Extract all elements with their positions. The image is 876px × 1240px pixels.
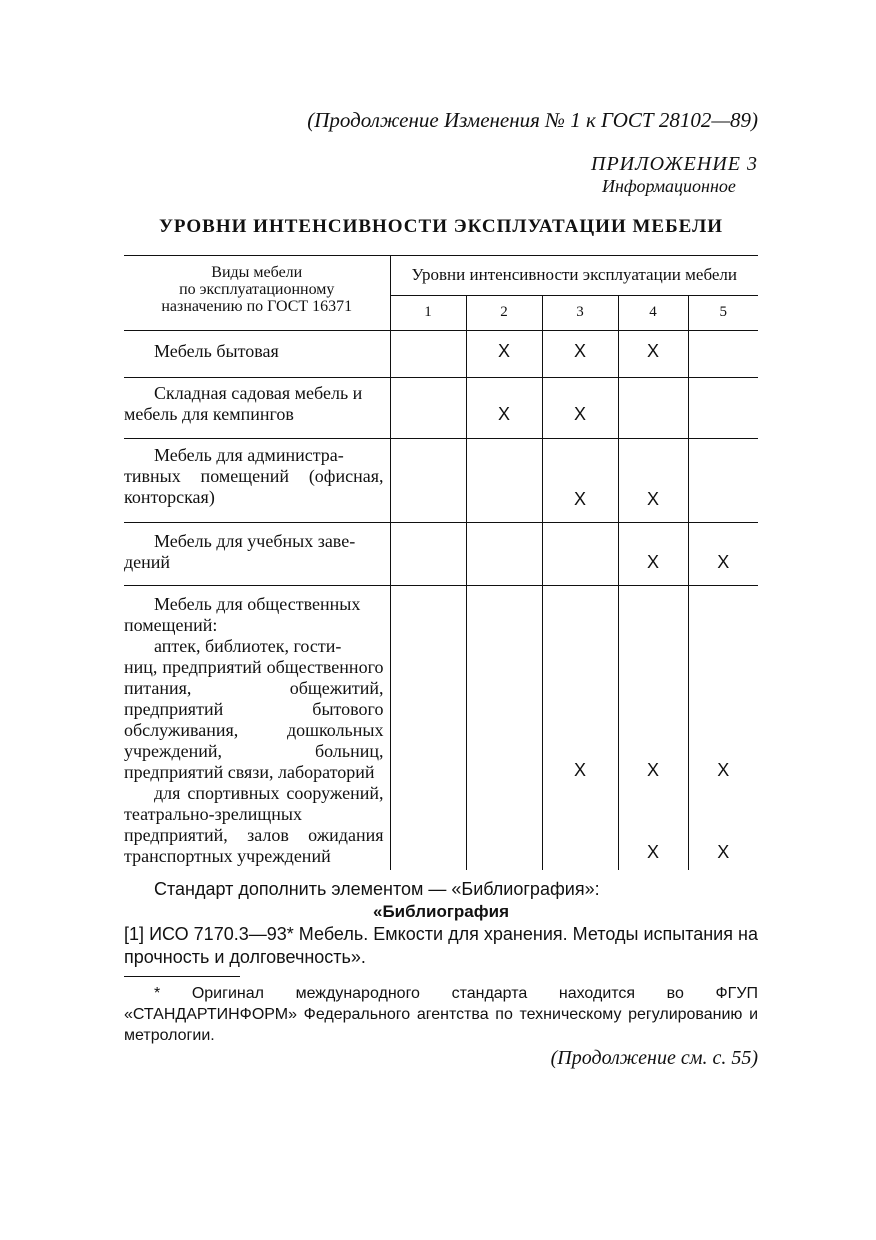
continuation-header: (Продолжение Изменения № 1 к ГОСТ 28102—89): [307, 108, 758, 132]
bibliography-heading: «Библиография: [373, 902, 509, 921]
row-label: Мебель для учебных заве- дений: [124, 523, 390, 586]
mark-cell: X: [618, 331, 688, 378]
mark-cell: X: [688, 523, 758, 586]
mark-cell: [688, 378, 758, 439]
level-number: 5: [688, 295, 758, 330]
mark-cell: X X: [618, 586, 688, 870]
mark-cell: X: [542, 439, 618, 523]
table-row: [124, 586, 758, 870]
table-title: УРОВНИ ИНТЕНСИВНОСТИ ЭКСПЛУАТАЦИИ МЕБЕЛИ: [158, 216, 724, 237]
mark-cell: X: [542, 331, 618, 378]
mark-cell: [390, 439, 466, 523]
row-sublabel: для спортивных сооружений, театрально-зрелищных предприятий, залов ожидания транспортных учреждений: [124, 783, 384, 866]
mark-cell: X: [466, 378, 542, 439]
mark-cell: X: [542, 586, 618, 870]
mark-cell: [618, 378, 688, 439]
footnote: * Оригинал международного стандарта находится во ФГУП «СТАНДАРТИНФОРМ» Федерального агентства по техническому регулированию и метрологии.: [124, 985, 758, 1044]
mark-cell: [688, 439, 758, 523]
mark-cell: [390, 523, 466, 586]
row-label: Мебель для общественных помещений: аптек, библиотек, гости- ниц, предприятий общественного питания, общежитий, предприятий бытового обслуживания, дошкольных учреждений, больниц, предприятий связи, лабораторий для спортивных сооружений, театрально-зрелищных предприятий, залов ожидания транспортных учреждений: [124, 594, 384, 866]
mark-cell: [390, 378, 466, 439]
level-number: 4: [618, 295, 688, 330]
mark-cell: X: [618, 523, 688, 586]
mark-cell: X: [618, 439, 688, 523]
appendix-type: Информационное: [602, 176, 736, 196]
mark-cell: [688, 331, 758, 378]
mark-cell: [390, 331, 466, 378]
header-furniture-type: Виды мебели по эксплуатационному назначению по ГОСТ 16371: [124, 256, 390, 331]
mark-cell: [466, 439, 542, 523]
intensity-table: [124, 255, 758, 870]
level-number: 1: [390, 295, 466, 330]
supplement-paragraph: Стандарт дополнить элементом — «Библиография»:: [154, 879, 600, 899]
row-label: Мебель для администра- тивных помещений (офисная, конторская): [124, 439, 390, 523]
mark-cell: [466, 586, 542, 870]
mark-cell: X X: [688, 586, 758, 870]
row-sublabel: аптек, библиотек, гости-: [154, 636, 342, 656]
header-levels: Уровни интенсивности эксплуатации мебели: [390, 256, 758, 296]
level-number: 3: [542, 295, 618, 330]
table-row: [124, 378, 758, 439]
table-row: [124, 523, 758, 586]
mark-cell: X: [466, 331, 542, 378]
footnote-divider: [124, 976, 240, 977]
continuation-footer: (Продолжение см. с. 55): [550, 1047, 758, 1069]
appendix-label: ПРИЛОЖЕНИЕ 3: [591, 153, 758, 175]
table-row: [124, 331, 758, 378]
bibliography-item: [1] ИСО 7170.3—93* Мебель. Емкости для хранения. Методы испытания на прочность и долговечность».: [124, 924, 758, 967]
level-number: 2: [466, 295, 542, 330]
row-label: Мебель бытовая: [124, 331, 390, 378]
mark-cell: [542, 523, 618, 586]
mark-cell: [390, 586, 466, 870]
mark-cell: [466, 523, 542, 586]
mark-cell: X: [542, 378, 618, 439]
table-row: [124, 439, 758, 523]
row-label: Складная садовая мебель и мебель для кемпингов: [124, 378, 390, 439]
